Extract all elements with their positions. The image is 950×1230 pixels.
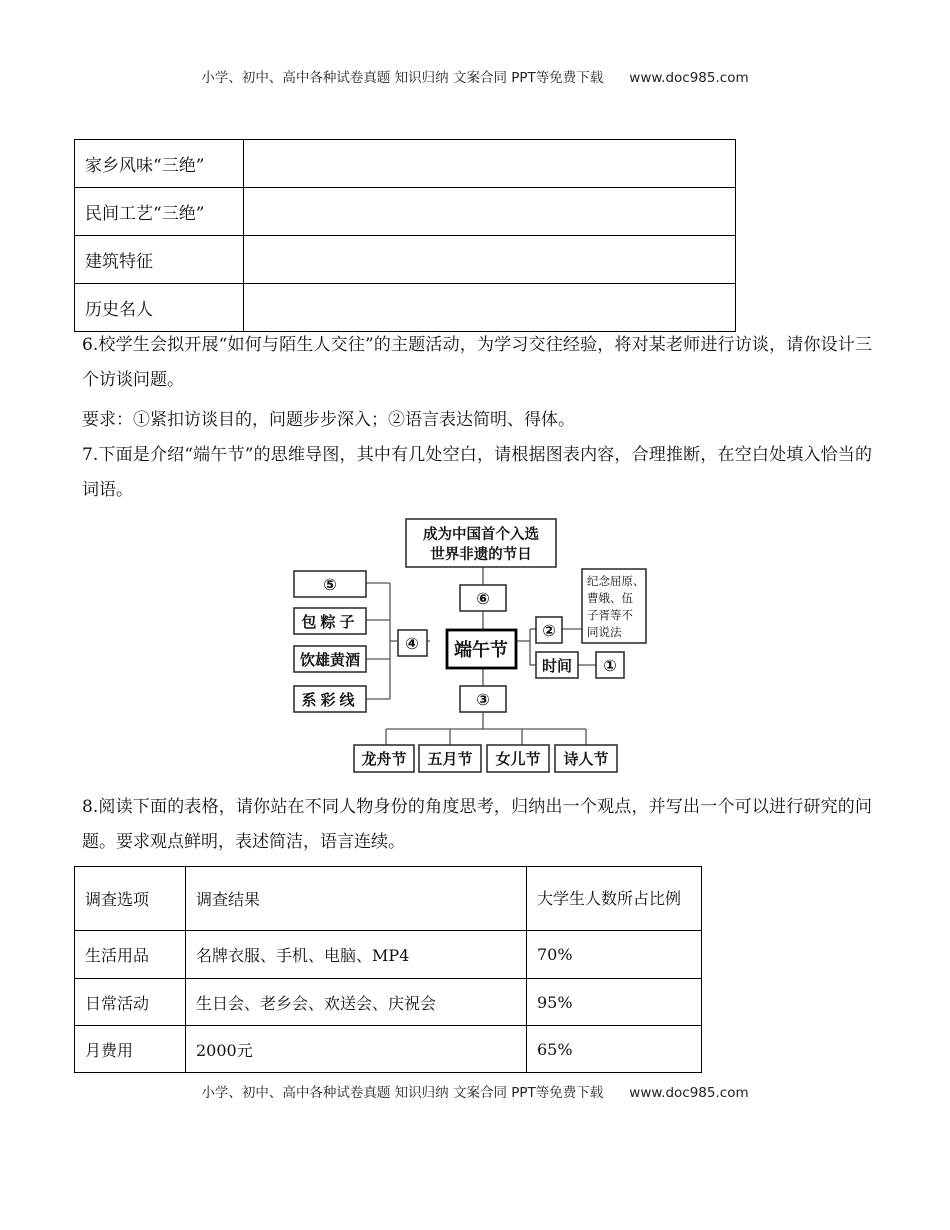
row-daily-goods-option: 生活用品 [75, 931, 186, 979]
row-answer-architecture[interactable] [244, 236, 736, 284]
header-url[interactable]: www.doc985.com [629, 70, 749, 86]
node-2-label: ② [542, 621, 556, 640]
row-label-architecture: 建筑特征 [75, 236, 244, 284]
row-activities-ratio: 95% [527, 979, 702, 1026]
row-daily-goods-result: 名牌衣服、手机、电脑、MP4 [186, 931, 527, 979]
header-ratio: 大学生人数所占比例 [527, 867, 702, 931]
footer-url[interactable]: www.doc985.com [629, 1085, 749, 1101]
row-daily-goods-ratio: 70% [527, 931, 702, 979]
left-label-2: 包粽子 [301, 613, 359, 631]
time-label: 时间 [541, 657, 573, 675]
bottom-label-1: 龙舟节 [361, 750, 407, 768]
center-label: 端午节 [454, 640, 508, 661]
row-activities-result: 生日会、老乡会、欢送会、庆祝会 [186, 979, 527, 1026]
info-table [74, 139, 736, 332]
row-label-figures: 历史名人 [75, 284, 244, 332]
right-note-line4: 同说法 [587, 625, 622, 639]
row-label-craft: 民间工艺“三绝” [75, 188, 244, 236]
row-monthly-option: 月费用 [75, 1026, 186, 1073]
header-text: 小学、初中、高中各种试卷真题 知识归纳 文案合同 PPT等免费下载 [201, 70, 604, 86]
footer-text: 小学、初中、高中各种试卷真题 知识归纳 文案合同 PPT等免费下载 [201, 1085, 604, 1101]
row-answer-flavor[interactable] [244, 140, 736, 188]
survey-table [74, 866, 702, 1073]
node-4-label: ④ [405, 634, 419, 653]
page-footer [0, 1081, 950, 1101]
bottom-label-3: 女儿节 [495, 750, 541, 768]
question-8: 8.阅读下面的表格，请你站在不同人物身份的角度思考，归纳出一个观点，并写出一个可以进行研究的问题。要求观点鲜明，表述简洁，语言连续。 [82, 797, 872, 852]
node-5-label: ⑤ [323, 575, 337, 594]
right-note-line2: 曹娥、伍 [587, 591, 633, 605]
row-activities-option: 日常活动 [75, 979, 186, 1026]
top-label-line2: 世界非遗的节日 [430, 547, 532, 563]
right-note-line1: 纪念屈原、 [587, 574, 645, 588]
row-monthly-ratio: 65% [527, 1026, 702, 1073]
bottom-label-2: 五月节 [427, 750, 473, 768]
row-label-flavor: 家乡风味“三绝” [75, 140, 244, 188]
row-monthly-result: 2000元 [186, 1026, 527, 1073]
question-6-requirement: 要求：①紧扣访谈目的，问题步步深入；②语言表达简明、得体。 [82, 410, 575, 430]
node-1-label: ① [603, 656, 617, 675]
dragon-boat-mind-map [286, 513, 656, 775]
row-answer-figures[interactable] [244, 284, 736, 332]
header-result: 调查结果 [186, 867, 527, 931]
top-label-line1: 成为中国首个入选 [423, 527, 539, 543]
bottom-label-4: 诗人节 [563, 750, 609, 768]
left-label-3: 饮雄黄酒 [299, 651, 361, 669]
left-label-4: 系彩线 [301, 691, 359, 709]
right-note-line3: 子胥等不 [587, 608, 633, 622]
node-6-label: ⑥ [476, 589, 490, 608]
node-3-label: ③ [476, 690, 490, 709]
page-header [0, 66, 950, 86]
row-answer-craft[interactable] [244, 188, 736, 236]
question-7: 7.下面是介绍“端午节”的思维导图，其中有几处空白，请根据图表内容，合理推断，在空白处填入恰当的词语。 [82, 445, 872, 500]
header-option: 调查选项 [75, 867, 186, 931]
question-6: 6.校学生会拟开展“如何与陌生人交往”的主题活动，为学习交往经验，将对某老师进行访谈，请你设计三个访谈问题。 [82, 335, 872, 390]
